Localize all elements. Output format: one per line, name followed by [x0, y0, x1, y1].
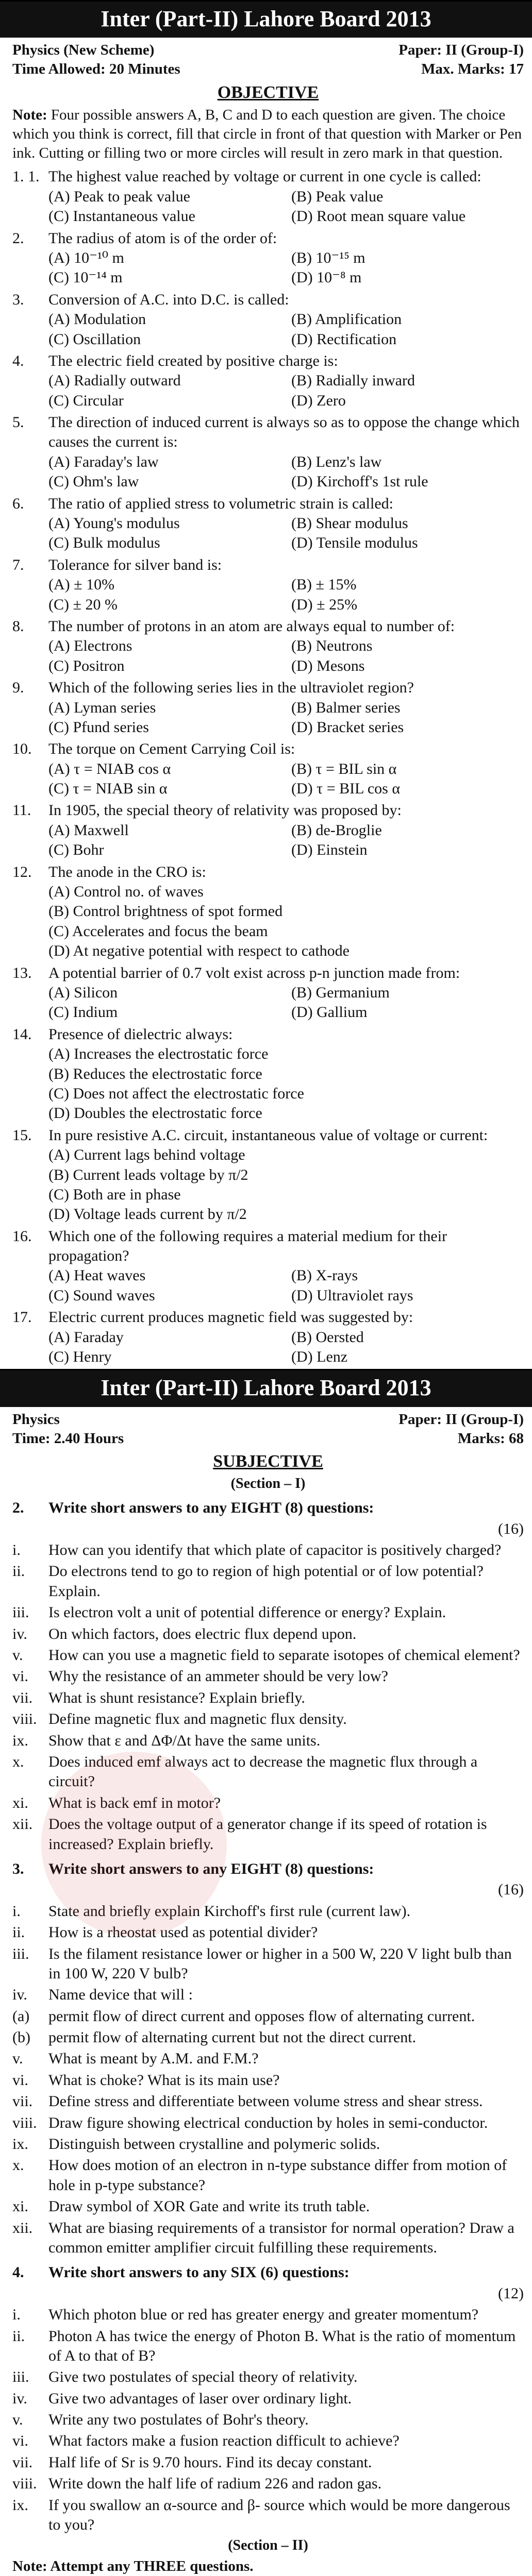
item-text: Is electron volt a unit of potential difference or energy? Explain.: [48, 1604, 446, 1621]
subject: Physics: [12, 1411, 60, 1428]
question-number: 7.: [12, 556, 24, 573]
options: [48, 636, 524, 676]
option: (C) Bohr: [48, 841, 104, 859]
mcq-question: [12, 1126, 524, 1225]
question-title-text: Write short answers to any EIGHT (8) questions:: [48, 1499, 374, 1517]
option: (A) Control no. of waves: [48, 883, 204, 901]
item-number: vii.: [12, 1689, 33, 1706]
item-number: i.: [12, 2306, 21, 2324]
question-body: [48, 617, 524, 676]
option: (D) Ultraviolet rays: [291, 1286, 413, 1304]
options: [48, 575, 524, 615]
time: Time: 2.40 Hours: [12, 1430, 124, 1447]
question-title-text: Write short answers to any EIGHT (8) questions:: [48, 1860, 374, 1877]
item-number: ii.: [12, 1924, 25, 1941]
option: (D) Zero: [291, 392, 346, 409]
option: (A) Young's modulus: [48, 515, 180, 532]
option: (D) Tensile modulus: [291, 534, 418, 552]
item-text: Does induced emf always act to decrease the magnetic flux through a circuit?: [48, 1753, 478, 1790]
question-number: 12.: [12, 863, 32, 880]
options: [48, 1328, 524, 1367]
short-question-item: [12, 2474, 524, 2494]
item-text: Name device that will :: [48, 1986, 193, 2004]
question-number: 5.: [12, 414, 24, 431]
short-question-item: [12, 1752, 524, 1792]
options: [48, 983, 524, 1023]
option: (B) Shear modulus: [291, 515, 408, 532]
short-question-item: [12, 1540, 524, 1560]
short-question-item: [12, 2431, 524, 2451]
question-text: The direction of induced current is always so as to oppose the change which causes the current is:: [48, 414, 520, 451]
item-text: How can you use a magnetic field to separate isotopes of chemical element?: [48, 1647, 520, 1664]
option: (D) Gallium: [291, 1004, 368, 1021]
option: (A) Modulation: [48, 311, 146, 328]
mcq-question: [12, 617, 524, 676]
option: (C) Circular: [48, 392, 124, 409]
item-number: v.: [12, 2050, 23, 2067]
item-number: viii.: [12, 2114, 37, 2131]
mcq-question: [12, 229, 524, 288]
question-text: The ratio of applied stress to volumetric strain is called:: [48, 495, 393, 512]
mcq-question: [12, 1227, 524, 1306]
option: (C) Accelerates and focus the beam: [48, 922, 268, 940]
item-number: (a): [12, 2007, 30, 2025]
question-text: The radius of atom is of the order of:: [48, 229, 277, 247]
option: (D) Kirchoff's 1st rule: [291, 473, 428, 490]
question-text: The highest value reached by voltage or current in one cycle is called:: [48, 168, 481, 185]
item-number: xi.: [12, 2198, 28, 2215]
question-number: 2.: [12, 1499, 24, 1517]
item-text: What is shunt resistance? Explain briefly.: [48, 1689, 305, 1706]
short-question-item: [12, 1562, 524, 1601]
option: (C) ± 20 %: [48, 596, 118, 613]
question-title-text: Write short answers to any SIX (6) questions:: [48, 2264, 350, 2281]
item-number: iii.: [12, 1604, 29, 1621]
question-body: [48, 862, 524, 961]
short-question-item: [12, 2305, 524, 2325]
note-text: Four possible answers A, B, C and D to each question are given. The choice which you think is correct, fill that circle in front of that question with Marker or Pen ink. Cutting or filling two or more circles will result in zero mark in that question.: [12, 107, 522, 162]
option: (C) τ = NIAB sin α: [48, 780, 168, 798]
question-body: [48, 290, 524, 349]
short-question-item: [12, 2007, 524, 2026]
question-text: Conversion of A.C. into D.C. is called:: [48, 291, 289, 308]
option: (D) Einstein: [291, 841, 368, 859]
item-number: v.: [12, 1647, 23, 1664]
option: (D) Bracket series: [291, 718, 404, 736]
item-text: permit flow of alternating current but not the direct current.: [48, 2029, 417, 2046]
question-body: [48, 1227, 524, 1306]
option: (C) Both are in phase: [48, 1185, 181, 1203]
item-number: vi.: [12, 2071, 28, 2089]
paper: Paper: II (Group-I): [398, 42, 524, 59]
question-body: [48, 413, 524, 492]
item-number: ix.: [12, 2136, 28, 2153]
option: (C) Bulk modulus: [48, 534, 160, 552]
question-title: [48, 1498, 524, 1518]
item-text: What are biasing requirements of a transistor for normal operation? Draw a common emitter amplifier circuit fulfilling these requirements.: [48, 2219, 514, 2256]
short-question-item: [12, 2389, 524, 2409]
objective-meta-row-2: [12, 60, 524, 79]
option: (B) Lenz's law: [291, 453, 382, 470]
question-number: 2.: [12, 229, 24, 247]
question-number: 3.: [12, 1860, 24, 1877]
item-text: Photon A has twice the energy of Photon B. What is the ratio of momentum of A to that of B?: [48, 2327, 516, 2364]
question-number: 17.: [12, 1309, 32, 1326]
item-number: iv.: [12, 1625, 27, 1642]
short-question-item: [12, 2197, 524, 2216]
option: (D) Doubles the electrostatic force: [48, 1105, 262, 1122]
question-text: The electric field created by positive charge is:: [48, 352, 338, 369]
option: (C) Pfund series: [48, 718, 149, 736]
item-number: i.: [12, 1541, 21, 1559]
item-number: xii.: [12, 2219, 33, 2236]
option: (B) Peak value: [291, 188, 384, 205]
short-question-item: [12, 2327, 524, 2366]
item-number: ix.: [12, 1732, 28, 1749]
item-text: Give two advantages of laser over ordinary light.: [48, 2389, 352, 2407]
marks: Marks: 68: [457, 1430, 524, 1447]
option: (D) At negative potential with respect to cathode: [48, 942, 350, 960]
question-title: [48, 2263, 524, 2282]
question-body: [48, 555, 524, 615]
short-question-item: [12, 1923, 524, 1942]
question-text: Presence of dielectric always:: [48, 1025, 233, 1043]
subjective-section: [0, 1410, 532, 2576]
options: [48, 1044, 524, 1124]
item-text: Write any two postulates of Bohr's theory.: [48, 2411, 309, 2429]
item-text: Which photon blue or red has greater energy and greater momentum?: [48, 2306, 479, 2324]
item-text: How is a rheostat used as potential divider?: [48, 1924, 318, 1941]
item-number: ii.: [12, 2327, 25, 2345]
short-question-item: [12, 2218, 524, 2258]
question-number: 1. 1.: [12, 168, 40, 185]
item-number: iii.: [12, 1945, 29, 1962]
question-text: Tolerance for silver band is:: [48, 556, 222, 573]
option: (B) Germanium: [291, 984, 390, 1001]
question-text: Which one of the following requires a material medium for their propagation?: [48, 1227, 447, 1265]
short-question-heading: [12, 2263, 524, 2282]
option: (C) Indium: [48, 1004, 118, 1021]
question-number: 6.: [12, 495, 24, 512]
item-text: Half life of Sr is 9.70 hours. Find its decay constant.: [48, 2453, 372, 2471]
option: (D) Lenz: [291, 1348, 348, 1366]
note-label: Note:: [12, 107, 47, 124]
mcq-question: [12, 739, 524, 799]
item-number: i.: [12, 1902, 21, 1920]
short-question-item: [12, 1667, 524, 1686]
item-number: iv.: [12, 2389, 27, 2407]
short-question-item: [12, 1624, 524, 1644]
mcq-question: [12, 167, 524, 226]
question-number: 13.: [12, 964, 32, 981]
question-text: Electric current produces magnetic field was suggested by:: [48, 1309, 413, 1326]
question-number: 16.: [12, 1227, 32, 1245]
item-text: What is back emf in motor?: [48, 1794, 221, 1811]
options: [48, 759, 524, 799]
option: (A) τ = NIAB cos α: [48, 760, 171, 777]
item-text: Define stress and differentiate between volume stress and shear stress.: [48, 2093, 483, 2110]
question-body: [48, 801, 524, 860]
option: (C) Ohm's law: [48, 473, 139, 490]
short-question-item: [12, 1688, 524, 1708]
option: (D) Rectification: [291, 330, 397, 348]
option: (B) τ = BIL sin α: [291, 760, 397, 777]
mcq-question: [12, 351, 524, 411]
question-number: 10.: [12, 740, 32, 758]
item-number: vi.: [12, 1668, 28, 1685]
option: (D) ± 25%: [291, 596, 358, 613]
objective-heading: OBJECTIVE: [217, 82, 319, 102]
options: [48, 310, 524, 349]
short-question-item: [12, 1985, 524, 2005]
options: [48, 452, 524, 492]
option: (D) τ = BIL cos α: [291, 780, 401, 798]
mcq-question: [12, 413, 524, 492]
option: (A) Current lags behind voltage: [48, 1146, 245, 1164]
item-text: Do electrons tend to go to region of high potential or of low potential? Explain.: [48, 1563, 484, 1600]
item-text: How can you identify that which plate of capacitor is positively charged?: [48, 1541, 502, 1559]
section-1-heading: (Section – I): [230, 1476, 306, 1492]
item-text: Draw symbol of XOR Gate and write its truth table.: [48, 2198, 370, 2215]
item-text: Is the filament resistance lower or higher in a 500 W, 220 V light bulb than in 100 W, 220 V bulb?: [48, 1945, 512, 1982]
item-text: Why the resistance of an ammeter should be very low?: [48, 1668, 388, 1685]
question-body: [48, 678, 524, 737]
question-text: The torque on Cement Carrying Coil is:: [48, 740, 295, 758]
short-question-heading: [12, 1859, 524, 1879]
short-question-item: [12, 2071, 524, 2090]
short-question-item: [12, 1709, 524, 1729]
option: (B) Control brightness of spot formed: [48, 903, 283, 920]
mcq-question: [12, 1025, 524, 1124]
option: (D) Voltage leads current by π/2: [48, 1206, 247, 1223]
question-body: [48, 963, 524, 1023]
question-number: 9.: [12, 679, 24, 697]
section-2-heading: (Section – II): [228, 2537, 308, 2554]
item-number: viii.: [12, 1710, 37, 1728]
question-text: In 1905, the special theory of relativity was proposed by:: [48, 802, 402, 819]
question-body: [48, 167, 524, 226]
question-number: 4.: [12, 352, 24, 369]
item-number: vi.: [12, 2432, 28, 2450]
short-question-item: [12, 2156, 524, 2195]
options: [48, 187, 524, 227]
short-question-item: [12, 1646, 524, 1665]
item-number: v.: [12, 2411, 23, 2429]
item-text: Show that ε and ΔΦ/Δt have the same units.: [48, 1732, 321, 1749]
option: (B) Radially inward: [291, 372, 415, 389]
option: (B) ± 15%: [291, 576, 357, 594]
short-question-item: [12, 2367, 524, 2387]
subjective-heading: SUBJECTIVE: [213, 1451, 323, 1471]
item-text: What is meant by A.M. and F.M.?: [48, 2050, 259, 2067]
option: (B) Reduces the electrostatic force: [48, 1065, 262, 1082]
item-text: State and briefly explain Kirchoff's first rule (current law).: [48, 1902, 411, 1920]
objective-meta-row-1: [12, 41, 524, 60]
option: (A) Increases the electrostatic force: [48, 1045, 269, 1063]
short-question-heading: [12, 1498, 524, 1518]
mcq-question: [12, 555, 524, 615]
mcq-question: [12, 963, 524, 1023]
options: [48, 821, 524, 860]
question-title: [48, 1859, 524, 1879]
option: (A) Peak to peak value: [48, 188, 190, 205]
short-question-item: [12, 2028, 524, 2047]
option: (B) de-Broglie: [291, 821, 382, 839]
item-text: Define magnetic flux and magnetic flux density.: [48, 1710, 347, 1728]
question-number: 11.: [12, 802, 31, 819]
item-text: On which factors, does electric flux depend upon.: [48, 1625, 357, 1642]
option: (D) Mesons: [291, 657, 365, 674]
options: [48, 1266, 524, 1306]
question-body: [48, 1126, 524, 1225]
question-text: In pure resistive A.C. circuit, instantaneous value of voltage or current:: [48, 1126, 488, 1144]
mcq-question: [12, 1308, 524, 1367]
subjective-meta-row-1: [12, 1410, 524, 1429]
item-number: viii.: [12, 2475, 37, 2493]
mcq-question: [12, 801, 524, 860]
objective-note: [12, 106, 524, 163]
item-number: iv.: [12, 1986, 27, 2004]
short-question-item: [12, 1944, 524, 1984]
option: (A) ± 10%: [48, 576, 115, 594]
question-number: 14.: [12, 1025, 32, 1043]
mcq-list: [12, 167, 524, 1367]
option: (C) Oscillation: [48, 330, 141, 348]
question-body: [48, 229, 524, 288]
option: (B) Neutrons: [291, 637, 373, 655]
question-marks: (12): [498, 2284, 524, 2302]
short-question-item: [12, 2410, 524, 2430]
item-text: What is choke? What is its main use?: [48, 2071, 280, 2089]
item-number: iii.: [12, 2368, 29, 2386]
option: (A) Faraday's law: [48, 453, 159, 470]
item-number: xii.: [12, 1816, 33, 1833]
short-question-item: [12, 2113, 524, 2133]
subject: Physics (New Scheme): [12, 42, 155, 59]
mcq-question: [12, 862, 524, 961]
item-number: x.: [12, 2157, 24, 2174]
subjective-banner: Inter (Part-II) Lahore Board 2013: [0, 1369, 532, 1406]
question-number: 3.: [12, 291, 24, 308]
objective-banner: Inter (Part-II) Lahore Board 2013: [0, 0, 532, 38]
short-question-item: [12, 1731, 524, 1751]
option: (B) Amplification: [291, 311, 402, 328]
item-text: Does the voltage output of a generator change if its speed of rotation is increased? Explain briefly.: [48, 1816, 487, 1853]
short-question-item: [12, 2453, 524, 2472]
option: (A) Radially outward: [48, 372, 181, 389]
section-2-note: Note: Attempt any THREE questions.: [12, 2558, 254, 2575]
short-question-item: [12, 1793, 524, 1813]
short-question-item: [12, 1603, 524, 1622]
item-number: vii.: [12, 2093, 33, 2110]
question-body: [48, 351, 524, 411]
question-number: 15.: [12, 1126, 32, 1144]
item-text: If you swallow an α-source and β- source which would be more dangerous to you?: [48, 2496, 510, 2534]
option: (C) Sound waves: [48, 1286, 155, 1304]
option: (C) 10⁻¹⁴ m: [48, 269, 123, 286]
options: [48, 371, 524, 411]
option: (C) Does not affect the electrostatic force: [48, 1084, 304, 1102]
item-text: permit flow of direct current and opposes flow of alternating current.: [48, 2007, 475, 2025]
option: (A) Faraday: [48, 1328, 124, 1346]
mcq-question: [12, 290, 524, 349]
option: (D) Root mean square value: [291, 208, 466, 225]
item-number: ix.: [12, 2496, 28, 2514]
item-text: How does motion of an electron in n-type substance differ from motion of hole in p-type substance?: [48, 2157, 507, 2194]
short-question-item: [12, 1815, 524, 1854]
option: (B) X-rays: [291, 1267, 358, 1284]
option: (A) Maxwell: [48, 821, 129, 839]
option: (D) 10⁻⁸ m: [291, 269, 362, 286]
question-body: [48, 739, 524, 799]
option: (A) 10⁻¹⁰ m: [48, 249, 124, 266]
options: [48, 1145, 524, 1225]
question-body: [48, 494, 524, 553]
question-text: The number of protons in an atom are always equal to number of:: [48, 617, 455, 635]
options: [48, 514, 524, 553]
question-body: [48, 1308, 524, 1367]
item-text: What factors make a fusion reaction difficult to achieve?: [48, 2432, 400, 2450]
question-text: Which of the following series lies in the ultraviolet region?: [48, 679, 414, 697]
question-marks: (16): [498, 1520, 524, 1537]
short-questions: [12, 1498, 524, 2535]
objective-section: [0, 41, 532, 1367]
options: [48, 698, 524, 738]
subjective-meta-row-2: [12, 1429, 524, 1448]
short-question-item: [12, 2134, 524, 2154]
option: (B) 10⁻¹⁵ m: [291, 249, 365, 266]
paper: Paper: II (Group-I): [398, 1411, 524, 1428]
short-question-item: [12, 2049, 524, 2069]
question-body: [48, 1025, 524, 1124]
item-number: x.: [12, 1753, 24, 1770]
option: (B) Balmer series: [291, 699, 401, 716]
question-number: 4.: [12, 2264, 24, 2281]
question-marks: (16): [498, 1881, 524, 1899]
question-text: The anode in the CRO is:: [48, 863, 206, 880]
mcq-question: [12, 678, 524, 737]
item-number: vii.: [12, 2453, 33, 2471]
item-text: Give two postulates of special theory of relativity.: [48, 2368, 358, 2386]
short-question-item: [12, 2092, 524, 2111]
item-number: (b): [12, 2029, 30, 2046]
time-allowed: Time Allowed: 20 Minutes: [12, 61, 180, 78]
option: (B) Oersted: [291, 1328, 364, 1346]
mcq-question: [12, 494, 524, 553]
option: (A) Lyman series: [48, 699, 156, 716]
options: [48, 882, 524, 961]
item-number: xi.: [12, 1794, 28, 1811]
item-number: ii.: [12, 1563, 25, 1580]
options: [48, 248, 524, 288]
option: (A) Electrons: [48, 637, 132, 655]
short-question-item: [12, 1902, 524, 1921]
item-text: Distinguish between crystalline and polymeric solids.: [48, 2136, 380, 2153]
max-marks: Max. Marks: 17: [421, 61, 524, 78]
option: (A) Silicon: [48, 984, 118, 1001]
option: (B) Current leads voltage by π/2: [48, 1166, 248, 1183]
item-text: Draw figure showing electrical conduction by holes in semi-conductor.: [48, 2114, 488, 2131]
option: (C) Instantaneous value: [48, 208, 195, 225]
option: (C) Henry: [48, 1348, 112, 1366]
option: (C) Positron: [48, 657, 125, 674]
option: (A) Heat waves: [48, 1267, 146, 1284]
question-text: A potential barrier of 0.7 volt exist across p-n junction made from:: [48, 964, 460, 981]
question-number: 8.: [12, 617, 24, 635]
item-text: Write down the half life of radium 226 and radon gas.: [48, 2475, 382, 2493]
short-question-item: [12, 2496, 524, 2535]
